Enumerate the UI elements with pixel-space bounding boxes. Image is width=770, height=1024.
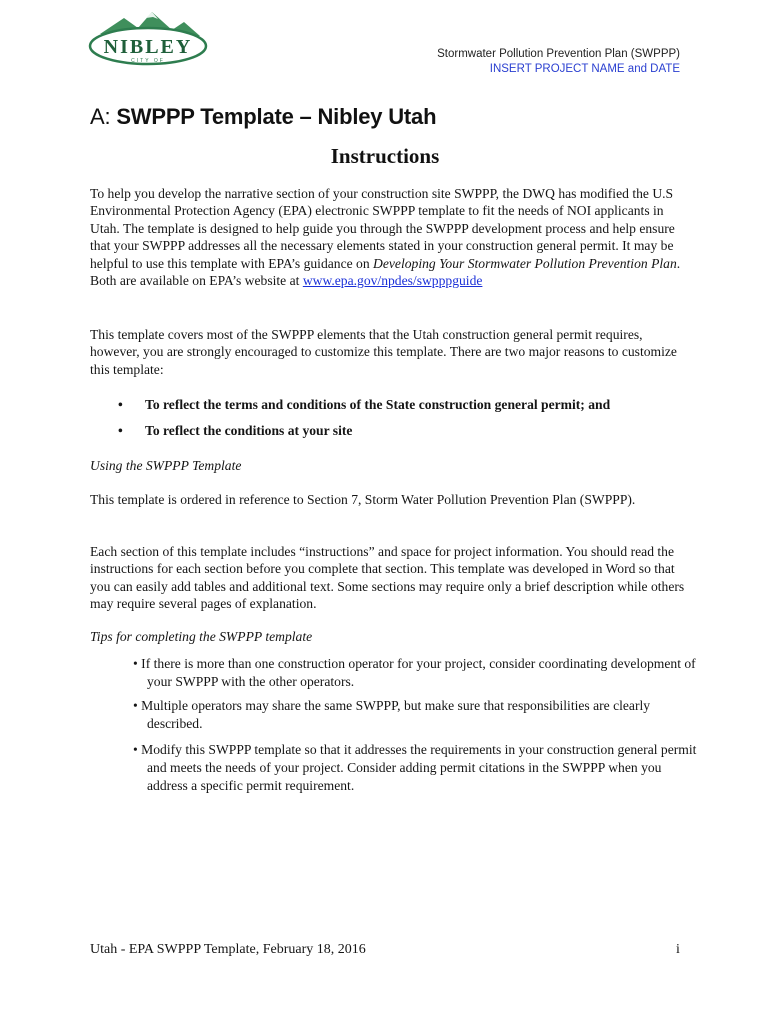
logo-subtext: CITY OF (131, 58, 165, 64)
tip-text: If there is more than one construction operator for your project, consider coordinating development of your SWPPP with the other operators. (141, 656, 696, 689)
tip-text: Multiple operators may share the same SWPPP, but make sure that responsibilities are clearly described. (141, 698, 651, 731)
using-template-heading: Using the SWPPP Template (90, 458, 242, 473)
guidance-title: Developing Your Stormwater Pollution Prevention Plan (373, 255, 677, 271)
bullet: • (133, 742, 138, 757)
footer-document-info: Utah - EPA SWPPP Template, February 18, 2016 (90, 942, 366, 957)
ordering-paragraph: This template is ordered in reference to Section 7, Storm Water Pollution Prevention Plan (SWPPP). (90, 492, 636, 507)
tip-item (122, 741, 703, 795)
tip-item (122, 655, 703, 691)
reason-text: To reflect the conditions at your site (145, 423, 353, 438)
intro-paragraph (90, 185, 685, 289)
section-letter: A: (90, 104, 111, 129)
reason-item (118, 422, 688, 439)
tip-text: Modify this SWPPP template so that it addresses the requirements in your construction general permit and meets the needs of your project. Consider adding permit citations in the SWPPP when you address a specific permit requirement. (141, 742, 697, 793)
customize-paragraph: This template covers most of the SWPPP elements that the Utah construction general permit requires, however, you are strongly encouraged to customize this template. There are two major reasons to customize this template: (90, 327, 677, 377)
instructions-heading: Instructions (330, 144, 440, 168)
intro-text: To help you develop the narrative section of your construction site SWPPP, the DWQ has modified the U.S Environmental Protection Agency (EPA) electronic SWPPP template to fit the needs of NOI applicants in Utah. The template is designed to help guide you through the SWPPP development process and help ensure that your SWPPP addresses all the necessary elements stated in your construction general permit. It may be helpful to use this template with EPA’s guidance on (90, 186, 675, 271)
header-project-placeholder: INSERT PROJECT NAME and DATE (489, 63, 680, 75)
reason-text: To reflect the terms and conditions of the State construction general permit; and (145, 397, 611, 412)
nibley-logo (86, 8, 210, 70)
page-number: i (676, 942, 680, 957)
bullet: • (118, 423, 123, 438)
logo-text: NIBLEY (103, 36, 193, 58)
section-title-text: SWPPP Template – Nibley Utah (116, 104, 437, 129)
epa-guide-link[interactable]: www.epa.gov/npdes/swpppguide (302, 273, 483, 289)
section-title (90, 104, 436, 130)
bullet: • (118, 397, 123, 412)
bullet: • (133, 656, 138, 671)
reason-item (118, 396, 688, 413)
tip-item (122, 697, 703, 733)
header-document-title: Stormwater Pollution Prevention Plan (SWPPP) (437, 48, 680, 60)
sections-paragraph: Each section of this template includes “instructions” and space for project information. You should read the instructions for each section before you complete that section. This template was developed in Word so that you can easily add tables and additional text. Some sections may require only a brief description while others may require several pages of explanation. (90, 544, 685, 612)
tips-heading: Tips for completing the SWPPP template (90, 629, 313, 644)
intro-text-after: . Both are available on EPA’s website at (90, 255, 681, 289)
bullet: • (133, 698, 138, 713)
